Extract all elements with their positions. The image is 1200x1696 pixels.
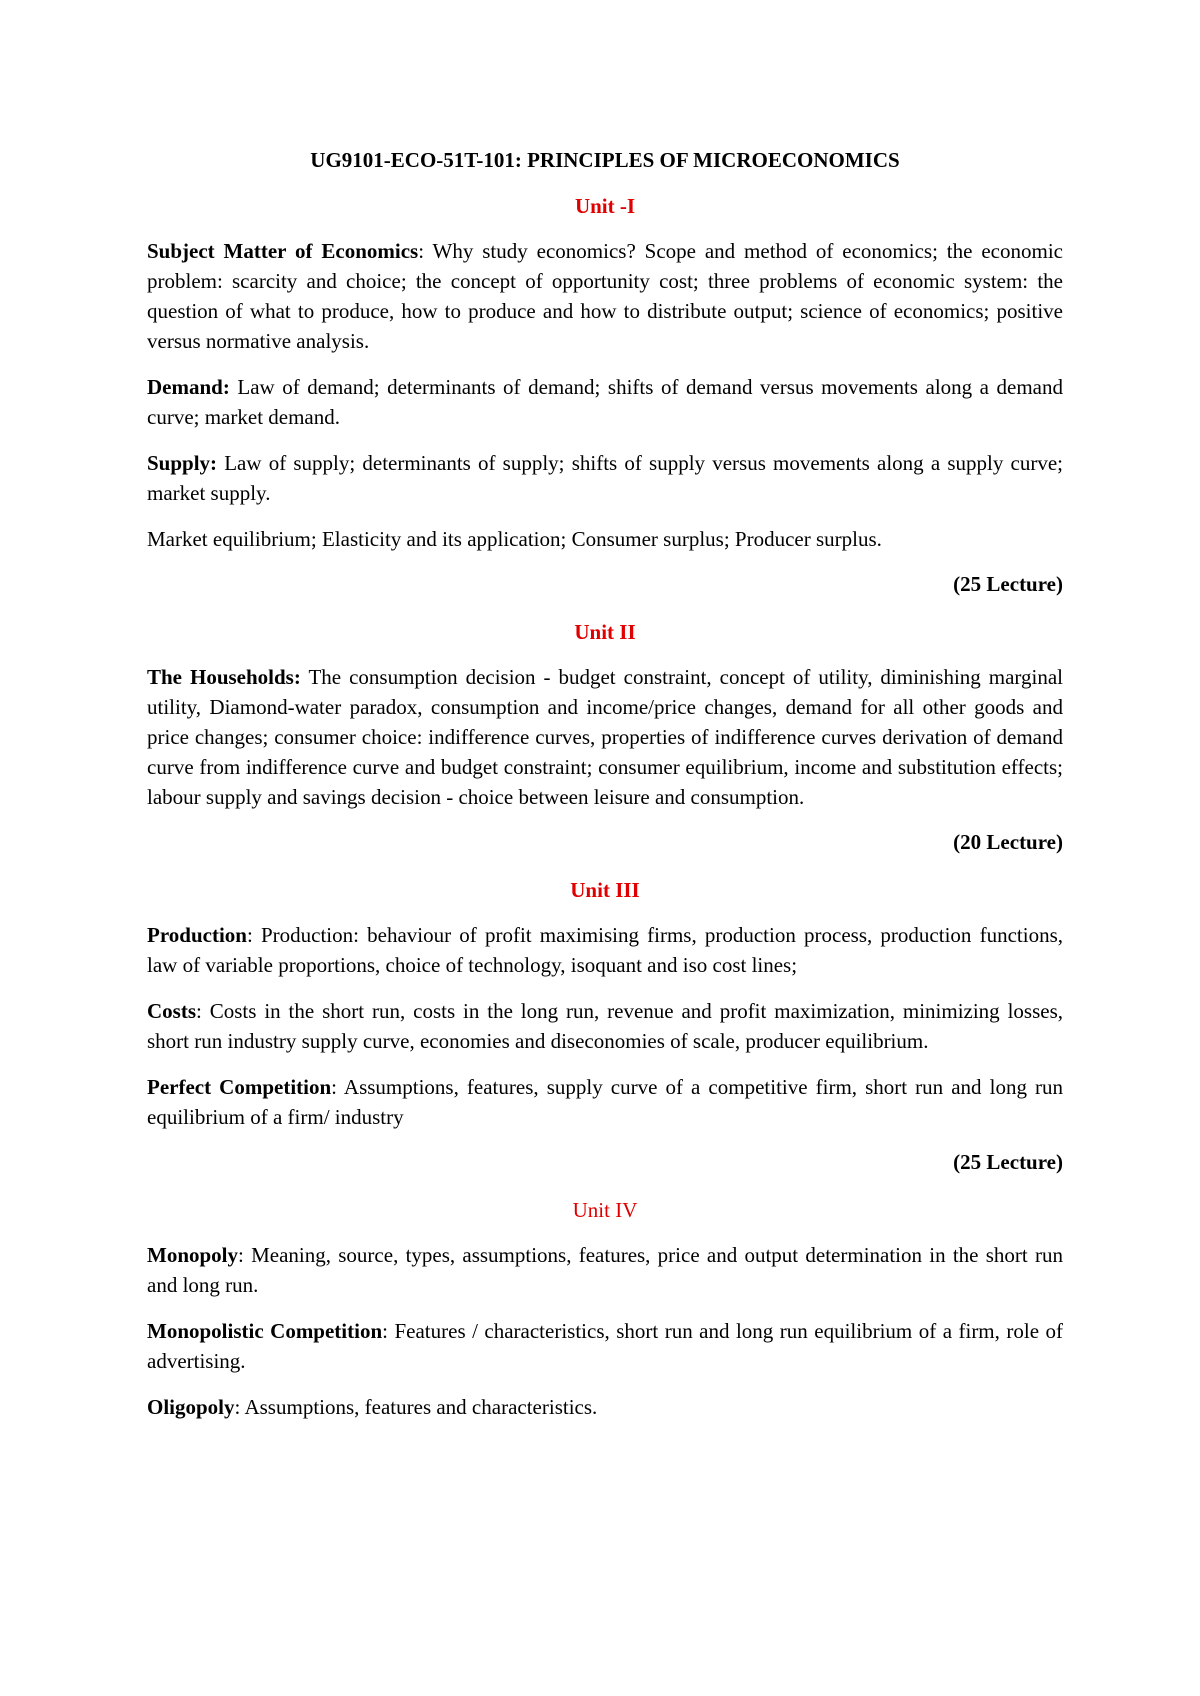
paragraph-text: Assumptions, features, supply curve of a competitive firm, short run and long run equilibrium of a firm/ industry <box>147 1075 1064 1129</box>
paragraph-separator: : <box>382 1319 395 1343</box>
paragraph-production <box>147 920 1063 980</box>
paragraph-text: The consumption decision - budget constraint, concept of utility, diminishing marginal utility, Diamond-water paradox, consumption and income/price changes, demand for all other goods and price changes; consumer choice: indifference curves, properties of indifference curves derivation of demand curve from indifference curve and budget constraint; consumer equilibrium, income and substitution effects; labour supply and savings decision - choice between leisure and consumption. <box>147 665 1064 809</box>
paragraph-text: Production: behaviour of profit maximising firms, production process, production functions, law of variable proportions, choice of technology, isoquant and iso cost lines; <box>147 923 1063 977</box>
paragraph-separator: : <box>331 1075 344 1099</box>
paragraph-text: Costs in the short run, costs in the long run, revenue and profit maximization, minimizing losses, short run industry supply curve, economies and diseconomies of scale, producer equilibrium. <box>147 999 1063 1053</box>
unit-heading-2: Unit II <box>574 620 636 644</box>
paragraph-label: Costs <box>147 999 197 1023</box>
paragraph-label: Subject Matter of Economics <box>147 239 419 263</box>
paragraph-text: Why study economics? Scope and method of economics; the economic problem: scarcity and choice; the concept of opportunity cost; three problems of economic system: the question of what to produce, how to produce and how to distribute output; science of economics; positive versus normative analysis. <box>147 239 1063 353</box>
lecture-count-unit-1: (25 Lecture) <box>953 572 1063 596</box>
paragraph-market-equilibrium <box>147 524 1063 554</box>
paragraph-text: Meaning, source, types, assumptions, features, price and output determination in the short run and long run. <box>147 1243 1063 1297</box>
paragraph-households <box>147 662 1063 812</box>
paragraph-monopoly <box>147 1240 1063 1300</box>
lecture-count-unit-3: (25 Lecture) <box>953 1150 1063 1174</box>
paragraph-separator: : <box>238 1243 252 1267</box>
unit-heading-3: Unit III <box>570 878 640 902</box>
paragraph-subject-matter <box>147 236 1063 356</box>
paragraph-label: Demand: <box>147 375 230 399</box>
paragraph-text: Law of demand; determinants of demand; shifts of demand versus movements along a demand curve; market demand. <box>147 375 1064 429</box>
unit-heading-4: Unit IV <box>572 1198 638 1222</box>
paragraph-label: Monopoly <box>147 1243 239 1267</box>
paragraph-perfect-competition <box>147 1072 1063 1132</box>
paragraph-oligopoly <box>147 1392 1063 1422</box>
paragraph-text: Features / characteristics, short run and long run equilibrium of a firm, role of advertising. <box>147 1319 1063 1373</box>
unit-heading-1: Unit -I <box>574 194 636 218</box>
paragraph-text: Assumptions, features and characteristics. <box>244 1395 598 1419</box>
paragraph-monopolistic-competition <box>147 1316 1063 1376</box>
document-body <box>147 146 1063 1438</box>
paragraph-label: Perfect Competition <box>147 1075 332 1099</box>
paragraph-text: Law of supply; determinants of supply; shifts of supply versus movements along a supply curve; market supply. <box>147 451 1063 505</box>
paragraph-separator: : <box>196 999 210 1023</box>
paragraph-label: Production <box>147 923 247 947</box>
paragraph-supply <box>147 448 1063 508</box>
paragraph-separator: : <box>418 239 433 263</box>
document-title: UG9101-ECO-51T-101: PRINCIPLES OF MICROECONOMICS <box>310 148 900 172</box>
paragraph-label: Monopolistic Competition <box>147 1319 383 1343</box>
paragraph-costs <box>147 996 1063 1056</box>
paragraph-text: Market equilibrium; Elasticity and its application; Consumer surplus; Producer surplus. <box>147 527 882 551</box>
lecture-count-unit-2: (20 Lecture) <box>953 830 1063 854</box>
paragraph-label: Oligopoly <box>147 1395 235 1419</box>
paragraph-separator: : <box>234 1395 245 1419</box>
paragraph-demand <box>147 372 1063 432</box>
paragraph-label: Supply: <box>147 451 218 475</box>
paragraph-separator: : <box>246 923 261 947</box>
paragraph-label: The Households: <box>147 665 301 689</box>
